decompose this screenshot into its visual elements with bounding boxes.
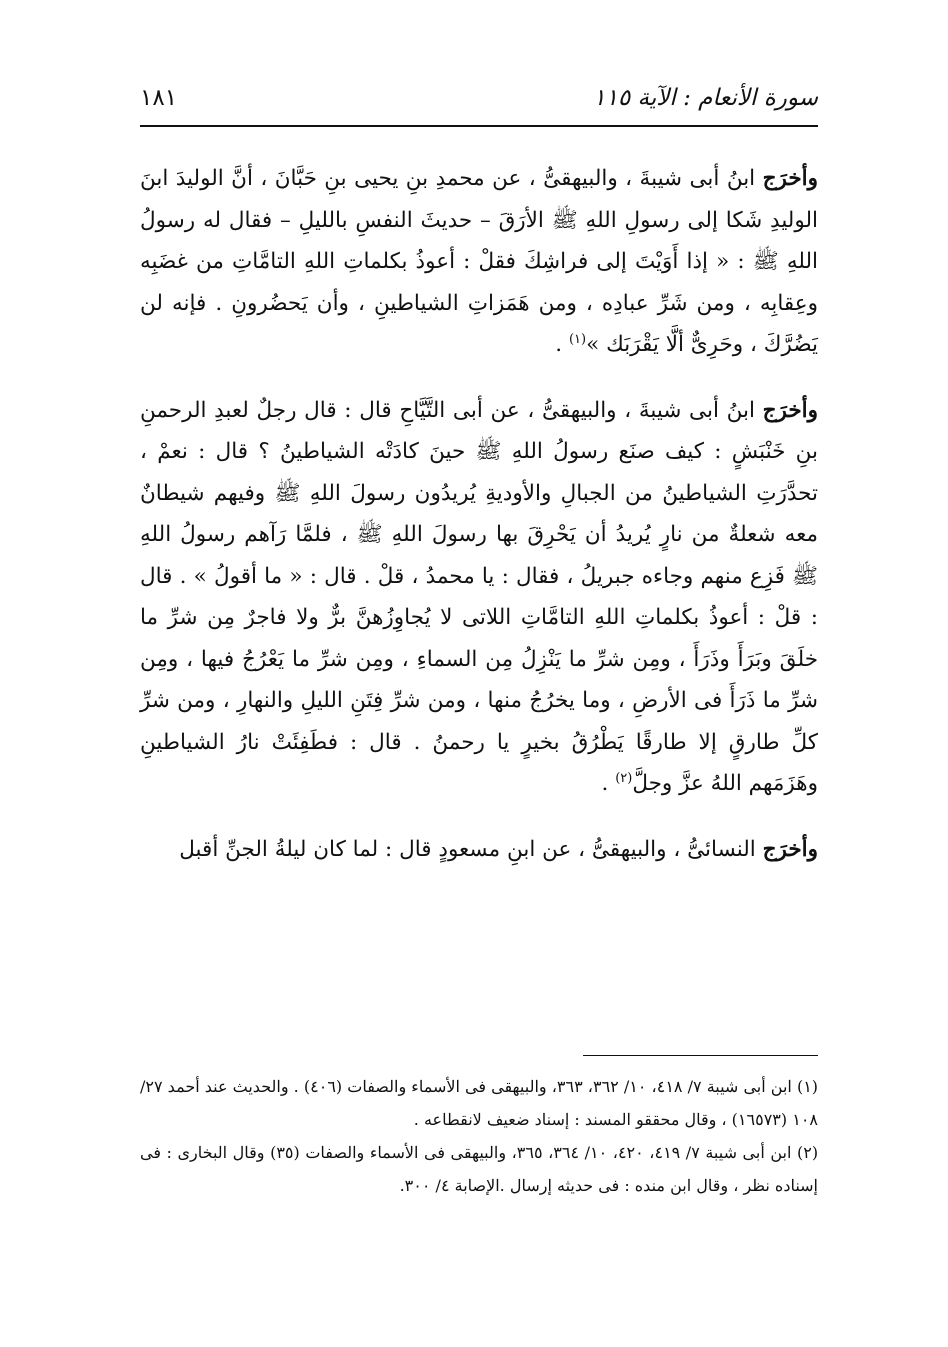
- footnote-1: (١) ابن أبى شيبة ٧/ ٤١٨، ١٠/ ٣٦٢، ٣٦٣، والبيهقى فى الأسماء والصفات (٤٠٦) . والحديث عند أحمد ٢٧/ ١٠٨ (١٦٥٧٣) ، وقال محققو المسند : إسناد ضعيف لانقطاعه .: [140, 1077, 819, 1129]
- footnote-ref-2[interactable]: (٢): [615, 770, 633, 786]
- paragraph-text: ابنُ أبى شيبةَ ، والبيهقىُّ ، عن محمدِ بنِ يحيى بنِ حَبَّانَ ، أنَّ الوليدَ ابنَ الوليدِ شَكا إلى رسولِ اللهِ ﷺ الأرَقَ – حديثَ النفسِ بالليلِ – فقال له رسولُ اللهِ ﷺ : « إذا أَوَيْتَ إلى فراشِكَ فقلْ : أعوذُ بكلماتِ اللهِ التامَّاتِ من غضَبِه وعِقابِه ، ومن شَرِّ عبادِه ، ومن هَمَزاتِ الشياطينِ ، وأن يَحضُرونِ . فإنه لن يَضُرَّكَ ، وحَرِىٌّ ألَّا يَقْرَبَك »: [140, 166, 818, 357]
- page-header: [140, 78, 818, 118]
- paragraph-text: النسائىُّ ، والبيهقىُّ ، عن ابنِ مسعودٍ قال : لما كان ليلةُ الجنِّ أقبل: [179, 836, 763, 862]
- footnote-ref-1[interactable]: (١): [568, 331, 587, 347]
- footnote-separator: [583, 1055, 818, 1056]
- paragraph-2: [140, 390, 818, 805]
- paragraph-end: .: [555, 332, 569, 357]
- paragraph-text: ابنُ أبى شيبةَ ، والبيهقىُّ ، عن أبى التَّيَّاحِ قال : قال رجلٌ لعبدِ الرحمنِ بنِ خَنْبَشٍ : كيف صنَع رسولُ اللهِ ﷺ حينَ كادَتْه الشياطينُ ؟ قال : نعمْ ، تحدَّرَتِ الشياطينُ من الجبالِ والأوديةِ يُريدُون رسولَ اللهِ ﷺ وفيهم شيطانٌ معه شعلةٌ من نارٍ يُريدُ أن يَحْرِقَ بها رسولَ اللهِ ﷺ ، فلمَّا رَآهم رسولُ اللهِ ﷺ فَزِع منهم وجاءه جبريلُ ، فقال : يا محمدُ ، قلْ . قال : « ما أقولُ » . قال : قلْ : أعوذُ بكلماتِ اللهِ التامَّاتِ اللاتى لا يُجاوِزُهنَّ برٌّ ولا فاجرٌ مِن شرِّ ما خلَقَ وبَرَأَ وذَرَأَ ، ومِن شرِّ ما يَنْزِلُ مِن السماءِ ، ومِن شرِّ ما يَعْرُجُ فيها ، ومِن شرِّ ما ذَرَأَ فى الأرضِ ، وما يخرُجُ منها ، ومن شرِّ فِتَنِ الليلِ والنهارِ ، ومن شرِّ كلِّ طارقٍ إلا طارقًا يَطْرُقُ بخيرٍ يا رحمنُ . قال : فطَفِئَتْ نارُ الشياطينِ وهَزَمَهم اللهُ عزَّ وجلَّ: [140, 397, 818, 796]
- paragraph-keyword: وأخرَج: [762, 166, 818, 191]
- footnote-2: (٢) ابن أبى شيبة ٧/ ٤١٩، ٤٢٠، ١٠/ ٣٦٤، ٣٦٥، والبيهقى فى الأسماء والصفات (٣٥) وقال البخارى : فى إسناده نظر ، وقال ابن منده : فى حديثه إرسال .الإصابة ٤/ ٣٠٠.: [140, 1143, 819, 1195]
- paragraph-keyword: وأخرَج: [762, 836, 818, 862]
- paragraph-keyword: وأخرَج: [762, 397, 818, 423]
- header-rule: [140, 125, 818, 127]
- paragraph-1: [140, 158, 818, 366]
- main-text: [140, 158, 818, 894]
- footnotes: [140, 1070, 818, 1202]
- paragraph-end: .: [601, 771, 616, 796]
- page-number: ١٨١: [140, 85, 178, 111]
- paragraph-3: [140, 829, 818, 871]
- running-title: سورة الأنعام : الآية ١١٥: [593, 85, 818, 111]
